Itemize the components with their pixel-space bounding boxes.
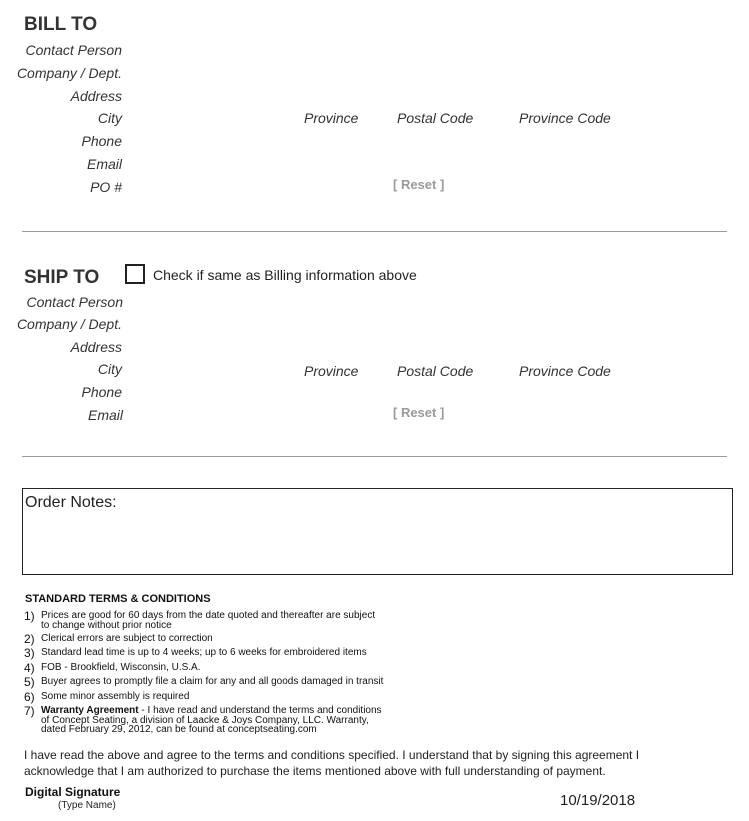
bill-contact-person-label: Contact Person [25, 42, 122, 58]
term-item [24, 631, 444, 646]
bill-province-label: Province [304, 110, 359, 126]
ship-reset-button[interactable]: [ Reset ] [393, 405, 445, 420]
ship-email-input[interactable] [130, 406, 374, 426]
term-number: 5) [24, 675, 35, 689]
term-item [24, 677, 444, 688]
term-text: Buyer agrees to promptly file a claim for any and all goods damaged in transit [41, 676, 384, 687]
term-number: 1) [24, 609, 35, 623]
bill-address-label: Address [70, 88, 122, 104]
ship-address-input[interactable] [130, 338, 434, 358]
ship-contact-person-input[interactable] [130, 293, 434, 313]
bill-email-input[interactable] [130, 155, 434, 175]
ship-company-label: Company / Dept. [16, 316, 122, 332]
order-notes-input[interactable] [23, 517, 736, 577]
divider [22, 231, 727, 232]
bill-company-input[interactable] [130, 64, 434, 84]
term-text: Standard lead time is up to 4 weeks; up to 6 weeks for embroidered items [41, 647, 367, 658]
term-item [24, 660, 444, 675]
signature-title: Digital Signature [25, 785, 121, 799]
term-text [41, 706, 382, 735]
term-number: 4) [24, 660, 35, 675]
divider [22, 456, 727, 457]
term-number: 6) [24, 689, 35, 704]
ship-contact-person-label: Contact Person [26, 294, 123, 310]
term-item [24, 611, 444, 630]
order-notes-box[interactable] [22, 488, 733, 575]
agreement-text: I have read the above and agree to the terms and conditions specified. I understand that by signing this agreement I acknowledge that I am authorized to purchase the items mentioned above with full understanding of payment. [24, 748, 640, 778]
term-text: Prices are good for 60 days from the date quoted and thereafter are subject to change without prior notice [41, 610, 376, 631]
ship-city-label: City [97, 361, 122, 377]
bill-postal-code-label: Postal Code [397, 110, 474, 126]
term-number: 3) [24, 646, 35, 660]
signature-input[interactable] [130, 790, 534, 810]
term-item [24, 706, 444, 735]
bill-province-code-label: Province Code [519, 110, 611, 126]
ship-province-code-label: Province Code [519, 363, 611, 379]
bill-city-label: City [97, 110, 122, 126]
bill-phone-input[interactable] [130, 132, 434, 152]
ship-to-title: SHIP TO [24, 267, 100, 288]
bill-email-label: Email [86, 156, 122, 172]
warranty-agreement-title: Warranty Agreement [41, 705, 139, 716]
bill-contact-person-input[interactable] [130, 41, 434, 61]
ship-province-label: Province [304, 363, 359, 379]
bill-po-input[interactable] [130, 178, 374, 198]
ship-address-label: Address [70, 339, 122, 355]
signature-subtitle: (Type Name) [58, 800, 116, 811]
term-text: FOB - Brookfield, Wisconsin, U.S.A. [41, 661, 201, 673]
ship-phone-input[interactable] [130, 383, 434, 403]
term-item [24, 689, 444, 704]
ship-city-input[interactable] [130, 360, 294, 380]
bill-phone-label: Phone [81, 133, 122, 149]
ship-email-label: Email [87, 407, 123, 423]
bill-city-input[interactable] [130, 109, 294, 129]
same-as-billing-checkbox[interactable] [125, 264, 145, 284]
term-item [24, 648, 444, 659]
signature-date: 10/19/2018 [560, 792, 636, 809]
warranty-agreement-text: - I have read and understand the terms and conditions of Concept Seating, a division of Laacke & Joys Company, LLC. Warranty, dated February 29, 2012, can be found at conceptseating.com [41, 705, 382, 735]
term-number: 2) [24, 631, 35, 646]
bill-po-label: PO # [90, 179, 122, 195]
term-text: Clerical errors are subject to correction [41, 632, 213, 644]
same-as-billing-label: Check if same as Billing information above [153, 267, 417, 283]
bill-company-label: Company / Dept. [16, 65, 122, 81]
terms-list [24, 611, 444, 738]
ship-phone-label: Phone [81, 384, 122, 400]
ship-postal-code-label: Postal Code [397, 363, 474, 379]
terms-title: STANDARD TERMS & CONDITIONS [25, 593, 211, 605]
bill-address-input[interactable] [130, 87, 434, 107]
term-number: 7) [24, 704, 35, 718]
ship-company-input[interactable] [130, 315, 434, 335]
bill-reset-button[interactable]: [ Reset ] [393, 177, 445, 192]
bill-to-title: BILL TO [24, 14, 98, 35]
term-text: Some minor assembly is required [41, 690, 190, 702]
order-notes-label: Order Notes: [25, 494, 117, 511]
